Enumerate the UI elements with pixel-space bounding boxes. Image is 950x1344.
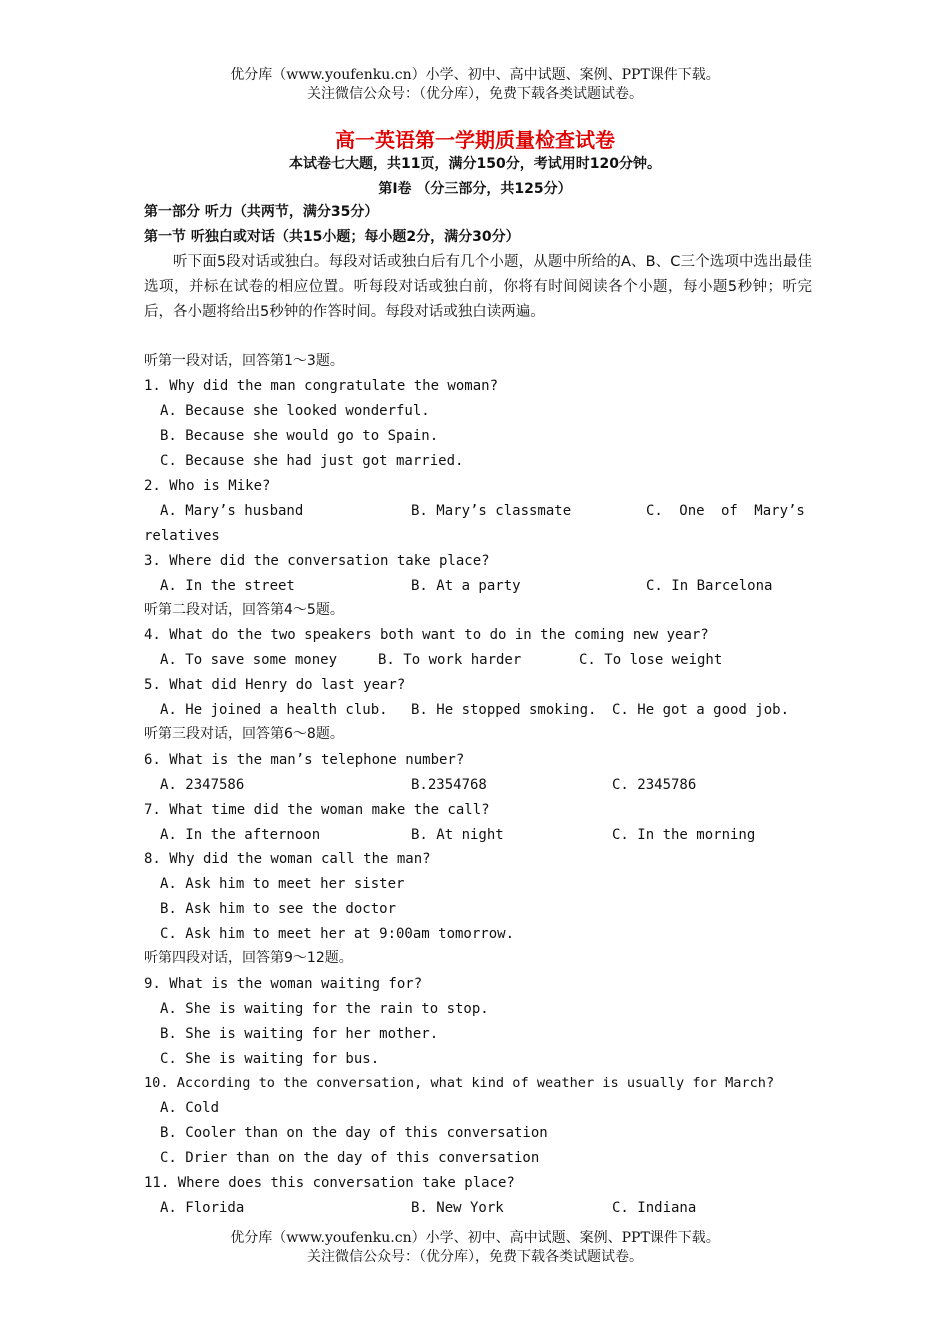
question-6: 6. What is the man’s telephone number? [144, 752, 465, 768]
dialog-1-heading: 听第一段对话，回答第1～3题。 [144, 353, 344, 369]
q6-option-c: C. 2345786 [612, 777, 697, 793]
dialog-3-heading: 听第三段对话，回答第6～8题。 [144, 726, 344, 742]
page-header [0, 66, 950, 104]
q1-option-a: A. Because she looked wonderful. [160, 403, 430, 419]
q10-option-a: A. Cold [160, 1100, 220, 1116]
q4-option-c: C. To lose weight [579, 652, 723, 668]
q11-option-c: C. Indiana [612, 1200, 697, 1216]
q8-option-c: C. Ask him to meet her at 9:00am tomorrow. [160, 926, 515, 942]
q7-option-b: B. At night [411, 827, 504, 843]
question-2: 2. Who is Mike? [144, 478, 271, 494]
q11-option-a: A. Florida [160, 1200, 245, 1216]
page-footer [0, 1229, 950, 1267]
q4-option-a: A. To save some money [160, 652, 338, 668]
volume-heading: 第Ⅰ卷 （分三部分，共125分） [378, 181, 572, 197]
dialog-4-heading: 听第四段对话，回答第9～12题。 [144, 950, 353, 966]
footer-line-2: 关注微信公众号：（优分库），免费下载各类试题试卷。 [307, 1249, 643, 1265]
q2-option-c-continued: relatives [144, 528, 220, 544]
question-7: 7. What time did the woman make the call? [144, 802, 490, 818]
q5-option-b: B. He stopped smoking. [411, 702, 597, 718]
q3-option-a: A. In the street [160, 578, 295, 594]
q8-option-b: B. Ask him to see the doctor [160, 901, 397, 917]
question-1: 1. Why did the man congratulate the woman? [144, 378, 499, 394]
exam-title: 高一英语第一学期质量检查试卷 [335, 128, 615, 152]
q7-option-a: A. In the afternoon [160, 827, 321, 843]
part-heading: 第一部分 听力（共两节，满分35分） [144, 204, 379, 220]
q4-option-b: B. To work harder [378, 652, 522, 668]
dialog-2-heading: 听第二段对话，回答第4～5题。 [144, 602, 344, 618]
q9-option-b: B. She is waiting for her mother. [160, 1026, 439, 1042]
q2-option-c: C. One of Mary’s [646, 503, 805, 519]
q2-option-a: A. Mary’s husband [160, 503, 304, 519]
q3-option-b: B. At a party [411, 578, 521, 594]
question-9: 9. What is the woman waiting for? [144, 976, 423, 992]
q10-option-c: C. Drier than on the day of this conversation [160, 1150, 540, 1166]
q9-option-c: C. She is waiting for bus. [160, 1051, 380, 1067]
question-4: 4. What do the two speakers both want to do in the coming new year? [144, 627, 709, 643]
question-3: 3. Where did the conversation take place? [144, 553, 490, 569]
section-instructions: 听下面5段对话或独白。每段对话或独白后有几个小题，从题中所给的A、B、C三个选项中选出最佳选项，并标在试卷的相应位置。听每段对话或独白前，你将有时间阅读各个小题，每小题5秒钟；听完后，各小题将给出5秒钟的作答时间。每段对话或独白读两遍。 [144, 254, 812, 320]
q3-option-c: C. In Barcelona [646, 578, 773, 594]
question-8: 8. Why did the woman call the man? [144, 851, 431, 867]
q6-option-a: A. 2347586 [160, 777, 245, 793]
q1-option-b: B. Because she would go to Spain. [160, 428, 439, 444]
q5-option-a: A. He joined a health club. [160, 702, 388, 718]
question-11: 11. Where does this conversation take place? [144, 1175, 515, 1191]
q6-option-b: B.2354768 [411, 777, 487, 793]
q9-option-a: A. She is waiting for the rain to stop. [160, 1001, 489, 1017]
exam-subtitle: 本试卷七大题，共11页，满分150分，考试用时120分钟。 [289, 156, 661, 172]
q7-option-c: C. In the morning [612, 827, 756, 843]
q5-option-c: C. He got a good job. [612, 702, 790, 718]
q11-option-b: B. New York [411, 1200, 504, 1216]
q10-option-b: B. Cooler than on the day of this conversation [160, 1125, 548, 1141]
question-10: 10. According to the conversation, what kind of weather is usually for March? [144, 1075, 775, 1091]
footer-line-1: 优分库（www.youfenku.cn）小学、初中、高中试题、案例、PPT课件下载。 [230, 1230, 720, 1246]
q8-option-a: A. Ask him to meet her sister [160, 876, 405, 892]
question-5: 5. What did Henry do last year? [144, 677, 406, 693]
q1-option-c: C. Because she had just got married. [160, 453, 464, 469]
header-line-2: 关注微信公众号：（优分库），免费下载各类试题试卷。 [307, 86, 643, 102]
section-heading: 第一节 听独白或对话（共15小题；每小题2分，满分30分） [144, 229, 520, 245]
q2-option-b: B. Mary’s classmate [411, 503, 572, 519]
header-line-1: 优分库（www.youfenku.cn）小学、初中、高中试题、案例、PPT课件下载。 [230, 67, 720, 83]
